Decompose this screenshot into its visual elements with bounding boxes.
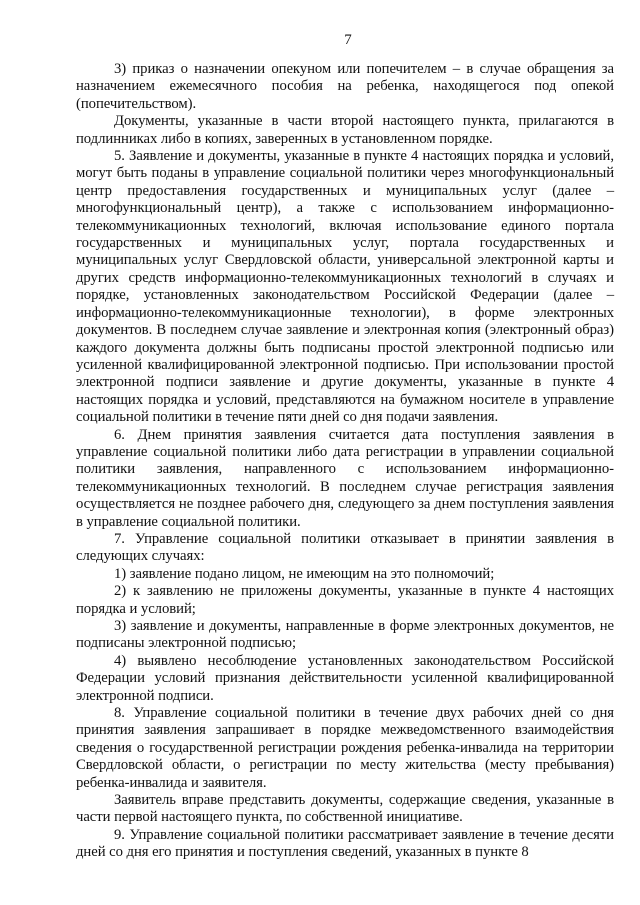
- paragraph-item-3-guardianship-order: 3) приказ о назначении опекуном или попечителем – в случае обращения за назначением ежемесячного пособия на ребенка, находящегося под опекой (попечительством).: [76, 61, 614, 112]
- paragraph-7-refusal-cases: 7. Управление социальной политики отказывает в принятии заявления в следующих случаях:: [76, 530, 614, 565]
- paragraph-6-acceptance-date: 6. Днем принятия заявления считается дата поступления заявления в управление социальной политики либо дата регистрации в управлении социальной политики заявления, направленного с использованием информационно-телекоммуникационных технологий. В последнем случае регистрация заявления осуществляется не позднее рабочего дня, следующего за днем поступления заявления в управление социальной политики.: [76, 426, 614, 530]
- page-number: 7: [344, 32, 352, 48]
- list-item-refusal-1: 1) заявление подано лицом, не имеющим на это полномочий;: [114, 565, 495, 582]
- paragraph-5-submission-methods: 5. Заявление и документы, указанные в пункте 4 настоящих порядка и условий, могут быть поданы в управление социальной политики через многофункциональный центр предоставления государственных и муниципальных услуг (далее – многофункциональный центр), а также с использованием информационно-телекоммуникационных технологий, включая использование единого портала государственных и муниципальных услуг, портала государственных и муниципальных услуг Свердловской области, универсальной электронной карты и других средств информационно-телекоммуникационных технологий в случаях и порядке, установленных законодательством Российской Федерации (далее – информационно-телекоммуникационные технологии), в форме электронных документов. В последнем случае заявление и электронная копия (электронный образ) каждого документа должны быть подписаны простой электронной подписью или усиленной квалифицированной электронной подписью. При использовании простой электронной подписи заявление и другие документы, указанные в пункте 4 настоящих порядка и условий, представляются на бумажном носителе в управление социальной политики в течение пяти дней со дня подачи заявления.: [76, 148, 614, 426]
- list-item-refusal-3: 3) заявление и документы, направленные в форме электронных документов, не подписаны электронной подписью;: [76, 618, 614, 652]
- list-item-refusal-2: 2) к заявлению не приложены документы, указанные в пункте 4 настоящих порядка и условий;: [76, 583, 614, 617]
- document-page: [76, 30, 614, 862]
- list-item-refusal-4: 4) выявлено несоблюдение установленных законодательством Российской Федерации условий признания действительности усиленной квалифицированной электронной подписи.: [76, 652, 614, 704]
- paragraph-8-interagency-request: 8. Управление социальной политики в течение двух рабочих дней со дня принятия заявления запрашивает в порядке межведомственного взаимодействия сведения о государственной регистрации рождения ребенка-инвалида на территории Свердловской области, о регистрации по месту жительства (месту пребывания) ребенка-инвалида и заявителя.: [76, 705, 614, 791]
- paragraph-applicant-own-initiative: Заявитель вправе представить документы, содержащие сведения, указанные в части первой настоящего пункта, по собственной инициативе.: [76, 792, 614, 826]
- paragraph-9-review-period: 9. Управление социальной политики рассматривает заявление в течение десяти дней со дня его принятия и поступления сведений, указанных в пункте 8: [76, 826, 614, 861]
- paragraph-documents-originals-or-copies: Документы, указанные в части второй настоящего пункта, прилагаются в подлинниках либо в копиях, заверенных в установленном порядке.: [76, 113, 614, 147]
